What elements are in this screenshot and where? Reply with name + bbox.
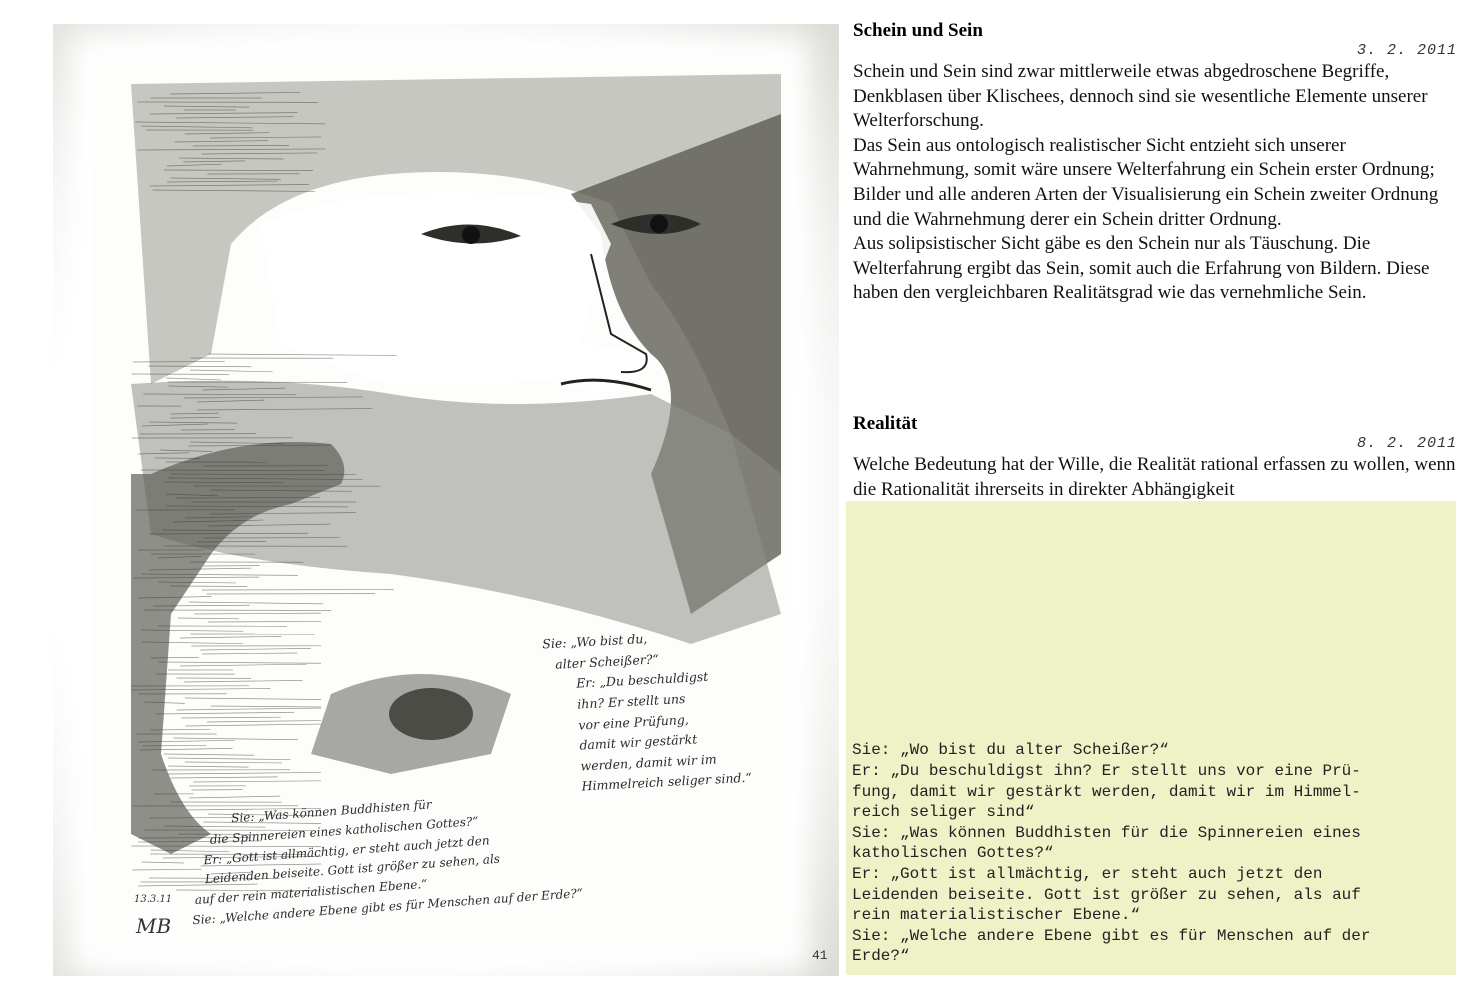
hatch-stroke (193, 781, 321, 782)
article-title: Schein und Sein (853, 20, 983, 41)
dialogue-box (846, 501, 1456, 975)
artwork-panel (53, 24, 839, 976)
hatch-stroke (180, 636, 281, 638)
hatch-stroke (133, 361, 225, 362)
hatch-stroke (159, 662, 321, 663)
hatch-stroke (166, 378, 220, 380)
signature-date: 13.3.11 (134, 894, 173, 905)
dialogue-transcript: Sie: „Wo bist du alter Scheißer?“ Er: „Du beschuldigst ihn? Er stellt uns vor eine Prü- fung, damit wir gestärkt werden, damit wir im Himmel- reich seliger sind“ Sie: „Was können Buddhisten für die Spinnereien eines katholischen Gottes?“ Er: „Gott ist allmächtig, er steht auch jetzt den Leidenden beiseite. Gott ist größer zu sehen, als auf rein materialistischer Ebene.“ Sie: „Welche andere Ebene gibt es für Menschen auf der Erde?“ (852, 741, 1371, 966)
hatch-stroke (177, 708, 321, 710)
hatch-stroke (185, 698, 321, 699)
hatch-stroke (185, 762, 282, 763)
hatch-stroke (156, 712, 294, 714)
hatch-stroke (164, 754, 254, 755)
hatch-stroke (181, 717, 280, 718)
ink-drawing (91, 54, 791, 954)
hatch-stroke (168, 766, 248, 767)
article-paragraph: Welche Bedeutung hat der Wille, die Realität rational erfassen zu wollen, wenn die Rationalität ihrerseits in direkter Abhängigkeit (853, 454, 1456, 500)
handwriting-lower: Sie: „Was können Buddhisten für die Spinnereien eines katholischen Gottes?“ Er: „Gott ist allmächtig, er steht auch jetzt den Leidenden beiseite. Gott ist größer zu sehen, als auf der rein materialistischen Ebene.“ Sie: „Welche andere Ebene gibt es für Menschen auf der Erde?“ (177, 797, 584, 928)
right-pupil (650, 215, 668, 233)
page-number: 41 (812, 948, 828, 963)
article-paragraph: Das Sein aus ontologisch realistischer Sicht entzieht sich unserer Wahrnehmung, somit wäre unsere Welterfahrung ein Schein erster Ordnung; Bilder und alle anderen Arten der Visualisierung ein Schein zweiter Ordnung und die Wahrnehmung derer ein Schein dritter Ordnung. (853, 134, 1439, 230)
handwriting-upper: Sie: „Wo bist du, alter Scheißer?“ Er: „Du beschuldigst ihn? Er stellt uns vor eine Prüfung, damit wir gestärkt werden, damit wir im Himmelreich seliger sind.“ (541, 630, 753, 796)
artist-signature: MB (136, 914, 172, 938)
left-pupil (462, 226, 480, 244)
hatch-stroke (189, 796, 280, 798)
article-date: 8. 2. 2011 (1356, 435, 1457, 452)
hatch-stroke (189, 602, 323, 604)
hatch-stroke (194, 613, 321, 614)
hatch-stroke (184, 680, 303, 682)
hatch-stroke (178, 618, 239, 619)
hatch-stroke (190, 370, 273, 372)
article-schein-und-sein (853, 20, 1457, 306)
hatch-stroke (200, 648, 311, 650)
hatch-stroke (208, 621, 321, 622)
hatch-stroke (171, 777, 278, 778)
hatch-stroke (168, 772, 321, 774)
hatch-stroke (186, 724, 321, 726)
article-title: Realität (853, 413, 918, 434)
hatch-stroke (180, 664, 306, 666)
hatch-stroke (207, 721, 321, 722)
face-light (261, 193, 651, 392)
article-paragraph: Schein und Sein sind zwar mittlerweile etwas abgedroschene Begriffe, Denkblasen über Klischees, dennoch sind sie wesentliche Elemente unserer Welterforschung. (853, 61, 1428, 132)
hatch-stroke (202, 653, 297, 654)
hatch-stroke (211, 706, 321, 707)
hatch-stroke (168, 758, 291, 760)
hatch-stroke (174, 738, 298, 740)
article-date: 3. 2. 2011 (1356, 42, 1457, 59)
article-paragraph: Aus solipsistischer Sicht gäbe es den Schein nur als Täuschung. Die Welterfahrung ergibt das Sein, somit auch die Erfahrung von Bildern. Diese haben den vergleichbaren Realitätsgrad wie das vernehmliche Sein. (853, 233, 1430, 304)
hatch-stroke (142, 862, 184, 863)
dark-portal (389, 688, 473, 740)
